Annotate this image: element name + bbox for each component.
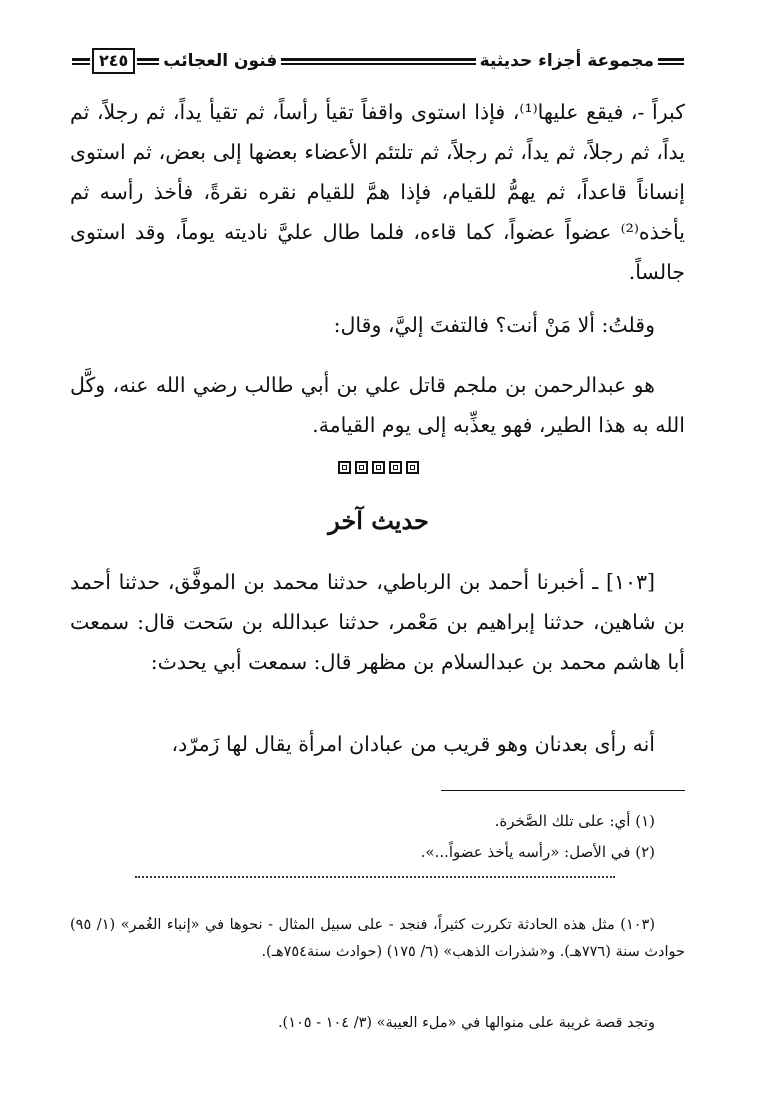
commentary-note: وتجد قصة غريبة على منوالها في «ملء العيبة» (٣/ ١٠٤ - ١٠٥). [277,1015,655,1031]
ornament-square-icon [338,461,351,474]
ornament-square-icon [372,461,385,474]
header-rule [72,58,90,65]
main-text [70,305,685,345]
ornament-square-icon [406,461,419,474]
paragraph: أنه رأى بعدنان وهو قريب من عبادان امرأة يقال لها زَمرّد، [171,732,655,756]
paragraph: [١٠٣] ـ أخبرنا أحمد بن الرباطي، حدثنا محمد بن الموفَّق، حدثنا أحمد بن شاهين، حدثنا إبراهيم بن مَعْمر، حدثنا عبدالله بن سَحت قال: سمعت أبا هاشم محمد بن عبدالسلام بن مظهر قال: سمعت أبي يحدث: [70,570,685,674]
main-text [70,724,685,764]
header-rule [281,58,475,65]
commentary-note: (١٠٣) مثل هذه الحادثة تكررت كثيراً، فنجد - على سبيل المثال - نحوها في «إنباء الغُمر» (١/ ٩٥) حوادث سنة (٧٧٦هـ). و«شذرات الذهب» (٦/ ١٧٥) (حوادث سنة٧٥٤هـ). [70,917,685,960]
commentary [70,912,685,966]
book-title: فنون العجائب [163,51,278,71]
page-number: ٢٤٥ [92,48,135,74]
footnote: (١) أي: على تلك الصَّخرة. [494,812,655,830]
header-rule [658,58,684,65]
main-text [70,92,685,292]
commentary [70,1010,685,1037]
collection-title: مجموعة أجزاء حديثية [479,51,654,71]
section-separator [0,458,757,479]
header-rule [137,58,159,65]
ornament-square-icon [389,461,402,474]
dotted-divider [135,876,615,878]
paragraph: وقلتُ: ألا مَنْ أنت؟ فالتفتَ إليَّ، وقال: [333,313,655,337]
paragraph: كبراً -، فيقع عليها⁽¹⁾، فإذا استوى واقفاً تقيأ رأساً، ثم تقيأ يداً، ثم رجلاً، ثم يداً، ثم رجلاً، ثم يداً، ثم رجلاً، ثم تلتئم الأعضاء بعضها إلى بعض، ثم استوى إنساناً قاعداً، ثم يهمُّ للقيام، فإذا همَّ للقيام نقره نقرةً، فأخذ رأسه ثم يأخذه⁽²⁾ عضواً عضواً، كما قاءه، فلما طال عليَّ ناديته يوماً، وقد استوى جالساً. [70,100,685,284]
footnote: (٢) في الأصل: «رأسه يأخذ عضواً...». [420,843,655,861]
main-text [70,365,685,445]
footnote-divider [441,790,685,791]
paragraph: هو عبدالرحمن بن ملجم قاتل علي بن أبي طالب رضي الله عنه، وكَّل الله به هذا الطير، فهو يعذِّبه إلى يوم القيامة. [70,373,685,437]
ornament-square-icon [355,461,368,474]
page-header [72,44,684,78]
footnotes [70,806,685,868]
main-text [70,562,685,682]
section-title: حديث آخر [328,506,429,535]
